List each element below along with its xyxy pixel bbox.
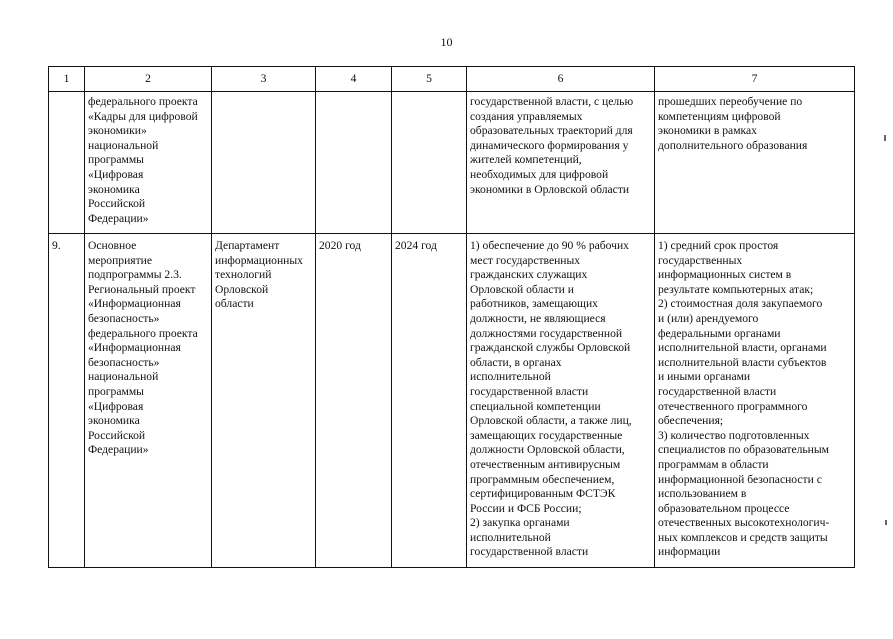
executor-cell: Департамент информационных технологий Орловской области xyxy=(212,234,316,568)
column-header: 4 xyxy=(316,67,392,92)
page-number: 10 xyxy=(440,35,453,49)
event-name-cell: Основное мероприятие подпрограммы 2.3. Региональный проект «Информационная безопасность» федерального проекта «Информационная безопасность» национальной программы «Цифровая экономика Российской Федерации» xyxy=(85,234,212,568)
column-header: 3 xyxy=(212,67,316,92)
table-header-row xyxy=(49,67,855,92)
start-year-cell xyxy=(316,92,392,234)
row-number-cell: 9. xyxy=(49,234,85,568)
column-header: 5 xyxy=(392,67,467,92)
scan-artifact xyxy=(884,135,886,141)
end-year-cell xyxy=(392,92,467,234)
column-header: 6 xyxy=(467,67,655,92)
start-year-cell: 2020 год xyxy=(316,234,392,568)
column-header: 1 xyxy=(49,67,85,92)
executor-cell xyxy=(212,92,316,234)
column-header: 2 xyxy=(85,67,212,92)
event-name-cell: федерального проекта «Кадры для цифровой экономики» национальной программы «Цифровая экономика Российской Федерации» xyxy=(85,92,212,234)
program-table xyxy=(48,66,855,568)
row-number-cell xyxy=(49,92,85,234)
table-row xyxy=(49,92,855,234)
end-year-cell: 2024 год xyxy=(392,234,467,568)
indicators-cell: 1) средний срок простоя государственных информационных систем в результате компьютерных атак; 2) стоимостная доля закупаемого и (или) арендуемого федеральными органами исполнительной власти, органами исполнительной власти субъектов и иными органами государственной власти отечественного программного обеспечения; 3) количество подготовленных специалистов по образовательным программам в области информационной безопасности с использованием в образовательном процессе отечественных высокотехнологич- ных комплексов и средств защиты информации xyxy=(655,234,855,568)
column-header: 7 xyxy=(655,67,855,92)
indicators-cell: прошедших переобучение по компетенциям цифровой экономики в рамках дополнительного образования xyxy=(655,92,855,234)
table-row xyxy=(49,234,855,568)
expected-result-cell: 1) обеспечение до 90 % рабочих мест государственных гражданских служащих Орловской области и работников, замещающих должности, не являющиеся должностями государственной гражданской службы Орловской области, в органах исполнительной государственной власти специальной компетенции Орловской области, а также лиц, замещающих государственные должности Орловской области, отечественным антивирусным программным обеспечением, сертифицированным ФСТЭК России и ФСБ России; 2) закупка органами исполнительной государственной власти xyxy=(467,234,655,568)
scan-artifact xyxy=(885,520,887,525)
expected-result-cell: государственной власти, с целью создания управляемых образовательных траекторий для динамического формирования у жителей компетенций, необходимых для цифровой экономики в Орловской области xyxy=(467,92,655,234)
